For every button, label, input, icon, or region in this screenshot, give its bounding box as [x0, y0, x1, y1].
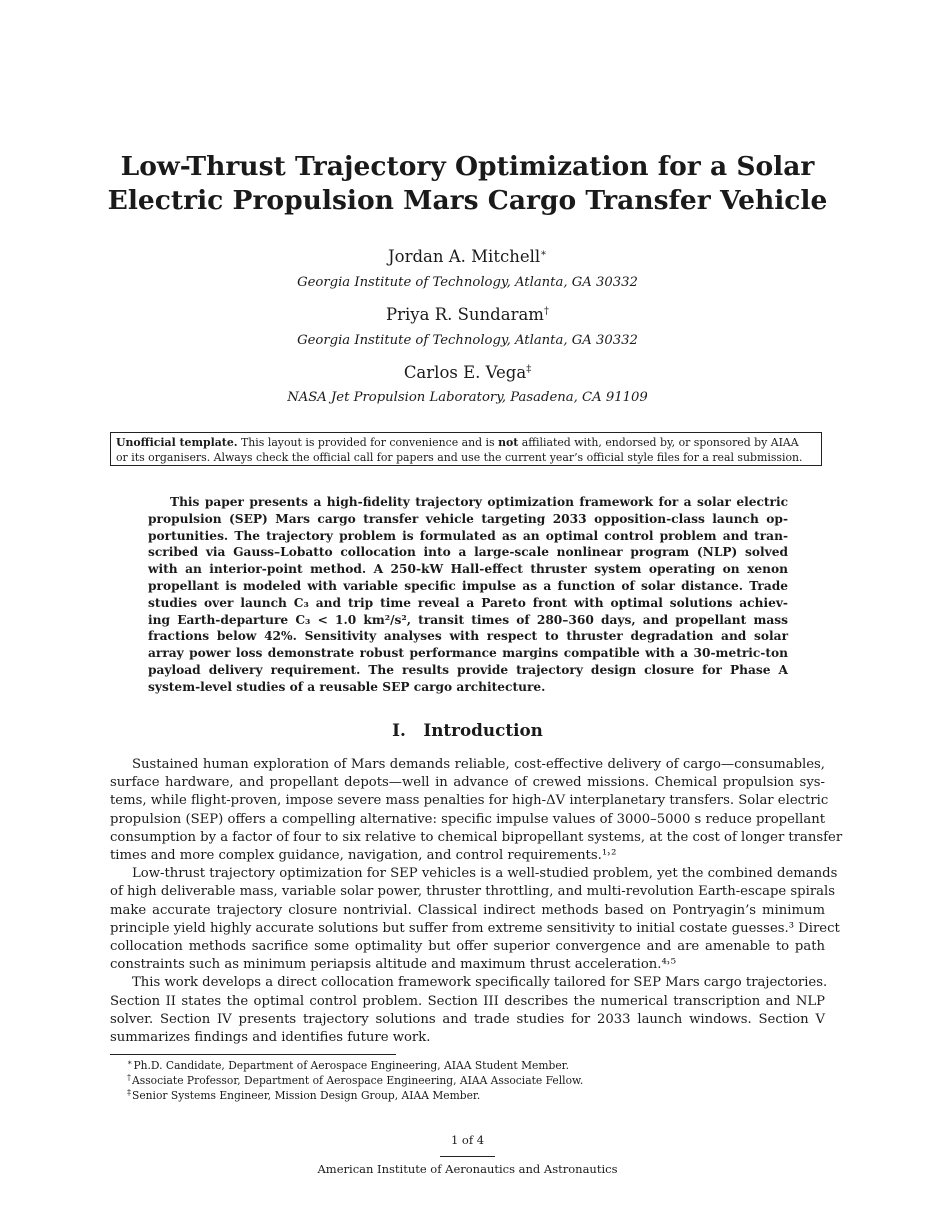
author-name: Carlos E. Vega‡ — [403, 363, 532, 382]
footnote: †Associate Professor, Department of Aerospace Engineering, AIAA Associate Fellow. — [127, 1073, 584, 1087]
body-line: Sustained human exploration of Mars demands reliable, cost-effective delivery of cargo—consumables, — [132, 757, 825, 772]
footnote-mark: † — [127, 1073, 131, 1082]
abstract-line: propulsion (SEP) Mars cargo transfer vehicle targeting 2033 opposition-class launch op- — [148, 511, 788, 526]
footnote: ∗Ph.D. Candidate, Department of Aerospace Engineering, AIAA Student Member. — [127, 1058, 569, 1072]
body-line: make accurate trajectory closure nontrivial. Classical indirect methods based on Pontryagin’s minimum — [110, 902, 825, 918]
author-name: Jordan A. Mitchell∗ — [388, 247, 547, 266]
abstract — [148, 494, 788, 696]
body-line: This work develops a direct collocation framework specifically tailored for SEP Mars cargo trajectories. — [132, 975, 828, 991]
abstract-line: array power loss demonstrate robust performance margins compatible with a 30-metric-ton — [148, 646, 788, 661]
body-line: consumption by a factor of four to six relative to chemical bipropellant systems, at the cost of longer transfer — [110, 829, 843, 845]
body-line: tems, while flight-proven, impose severe mass penalties for high-ΔV interplanetary transfers. Solar electric — [110, 793, 829, 809]
body-line: propulsion (SEP) offers a compelling alternative: specific impulse values of 3000–5000 s reduce propellant — [110, 811, 825, 827]
body-line: solver. Section IV presents trajectory solutions and trade studies for 2033 launch windows. Section V — [110, 1011, 825, 1027]
body-line: of high deliverable mass, variable solar power, thruster throttling, and multi-revolution Earth-escape spirals — [110, 884, 835, 900]
page-footer-rule — [440, 1156, 495, 1157]
footnote-rule — [110, 1054, 396, 1055]
author-affiliation: Georgia Institute of Technology, Atlanta, GA 30332 — [297, 333, 638, 348]
notice-line: or its organisers. Always check the official call for papers and use the current year’s official style files for a real submission. — [116, 451, 803, 464]
body-line: times and more complex guidance, navigation, and control requirements.¹˒² — [110, 848, 617, 864]
body-line: constraints such as minimum periapsis altitude and maximum thrust acceleration.⁴˒⁵ — [110, 957, 677, 973]
author-footnote-mark: ∗ — [540, 248, 547, 259]
title-line: Electric Propulsion Mars Cargo Transfer Vehicle — [107, 185, 828, 216]
section-heading: I. Introduction — [392, 720, 543, 740]
footnote-mark: ∗ — [127, 1058, 133, 1067]
introduction-body — [110, 756, 843, 1047]
abstract-line: with an interior-point method. A 250-kW Hall-effect thruster system operating on xenon — [148, 562, 788, 577]
title-line: Low-Thrust Trajectory Optimization for a Solar — [120, 151, 815, 182]
template-notice-box — [110, 432, 822, 466]
body-line: surface hardware, and propellant depots—well in advance of crewed missions. Chemical propulsion sys- — [110, 775, 825, 791]
body-line: principle yield highly accurate solutions but suffer from extreme sensitivity to initial costate guesses.³ Direct — [110, 920, 840, 936]
author-affiliation: NASA Jet Propulsion Laboratory, Pasadena, CA 91109 — [287, 390, 648, 405]
abstract-line: payload delivery requirement. The results provide trajectory design closure for Phase A — [148, 662, 788, 677]
abstract-line: ing Earth-departure C₃ < 1.0 km²/s², transit times of 280–360 days, and propellant mass — [148, 612, 788, 627]
author-footnote-mark: † — [543, 306, 549, 317]
publisher-footer: American Institute of Aeronautics and Astronautics — [317, 1162, 618, 1176]
abstract-line: scribed via Gauss–Lobatto collocation into a large-scale nonlinear program (NLP) solved — [148, 545, 788, 560]
page-number: 1 of 4 — [450, 1133, 485, 1147]
author-name: Priya R. Sundaram† — [386, 305, 549, 324]
paper-title — [100, 150, 835, 218]
author-footnote-mark: ‡ — [526, 364, 532, 375]
body-line: collocation methods sacrifice some optimality but offer superior convergence and are amenable to path — [110, 939, 825, 955]
abstract-line: fractions below 42%. Sensitivity analyses with respect to thruster degradation and solar — [148, 629, 788, 644]
notice-line: Unofficial template. This layout is provided for convenience and is not affiliated with, endorsed by, or sponsored by AIAA — [116, 436, 799, 449]
body-line: summarizes findings and identifies future work. — [110, 1030, 431, 1046]
footnote: ‡Senior Systems Engineer, Mission Design Group, AIAA Member. — [127, 1088, 481, 1102]
body-line: Section II states the optimal control problem. Section III describes the numerical transcription and NLP — [110, 993, 825, 1009]
abstract-line: portunities. The trajectory problem is formulated as an optimal control problem and tran- — [148, 528, 788, 543]
author-affiliation: Georgia Institute of Technology, Atlanta, GA 30332 — [297, 275, 638, 290]
body-line: Low-thrust trajectory optimization for SEP vehicles is a well-studied problem, yet the combined demands — [132, 866, 838, 882]
abstract-line: This paper presents a high-fidelity trajectory optimization framework for a solar electric — [170, 495, 788, 509]
abstract-line: system-level studies of a reusable SEP cargo architecture. — [148, 679, 546, 694]
abstract-line: studies over launch C₃ and trip time reveal a Pareto front with optimal solutions achiev- — [148, 595, 788, 610]
footnote-mark: ‡ — [127, 1088, 131, 1097]
abstract-line: propellant is modeled with variable specific impulse as a function of solar distance. Trade — [148, 578, 788, 593]
